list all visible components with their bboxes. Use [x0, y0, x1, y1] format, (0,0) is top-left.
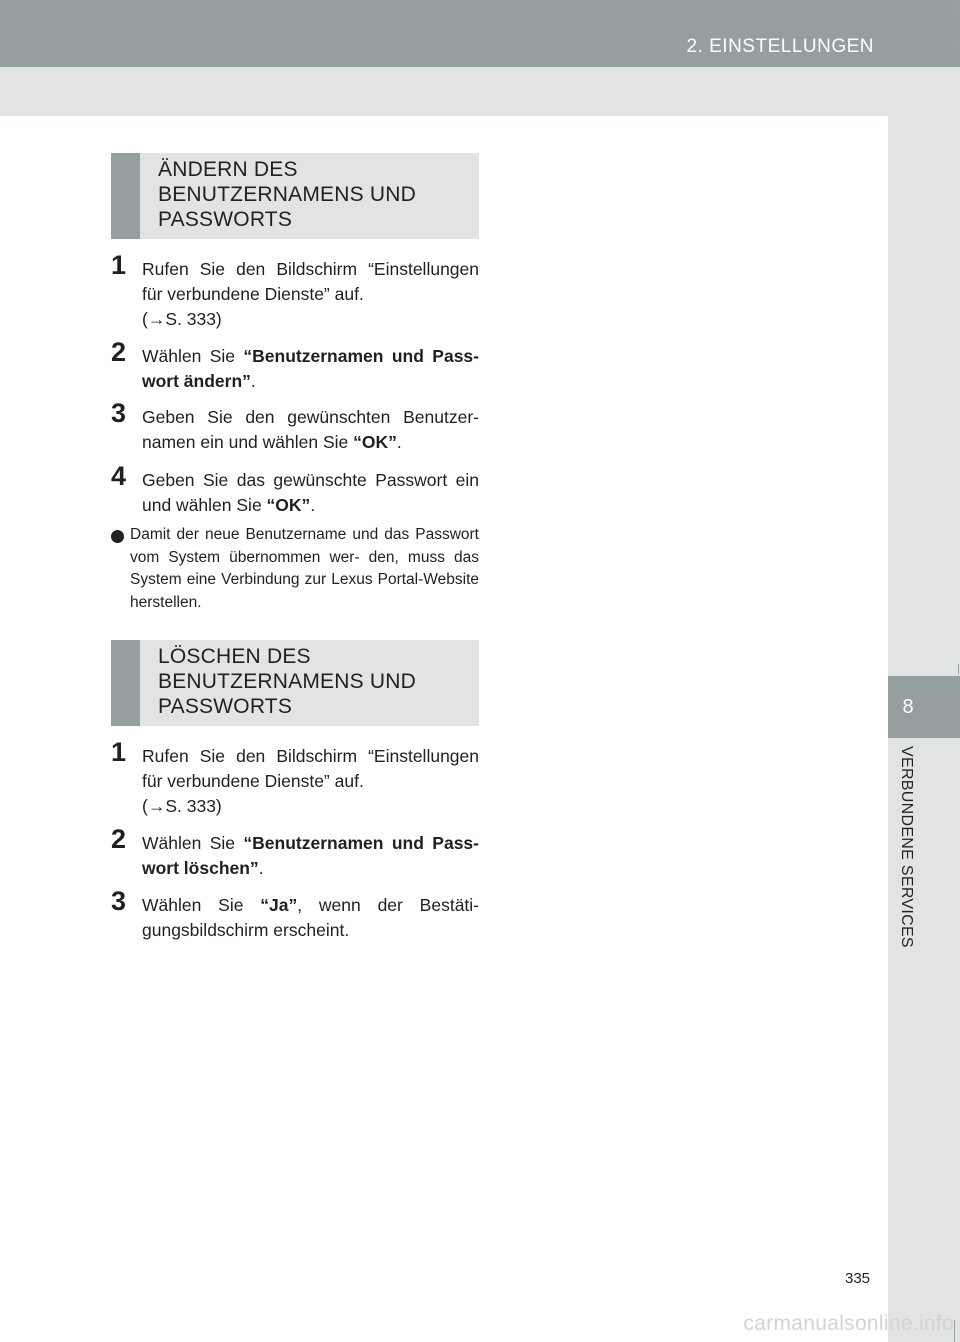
section-heading-loeschen — [111, 640, 479, 726]
section-heading-stripe — [111, 153, 140, 239]
step-text-end: . — [310, 495, 316, 515]
step-option-label: “OK” — [266, 495, 311, 515]
page-reference-link[interactable]: (→S. 333) — [142, 309, 222, 329]
step-3 — [111, 886, 479, 943]
step-number: 2 — [111, 824, 127, 854]
step-text: Wählen Sie — [142, 895, 261, 915]
crop-mark-top — [954, 0, 955, 22]
header-band — [0, 67, 960, 116]
page-reference-link[interactable]: (→S. 333) — [142, 796, 222, 816]
step-text-end: . — [250, 371, 256, 391]
side-tab-label: VERBUNDENE SERVICES — [898, 746, 915, 948]
step-text: Rufen Sie den Bildschirm “Einstellungen für verbundene Dienste” auf. — [142, 746, 479, 791]
step-option-label: “OK” — [353, 432, 397, 452]
step-text: Geben Sie das gewünschte Passwort ein und wählen Sie — [142, 470, 479, 515]
crop-mark-top-right — [948, 40, 960, 41]
side-tab-number: 8 — [902, 695, 914, 718]
page-number: 335 — [845, 1270, 871, 1287]
crop-mark-bottom — [954, 1320, 955, 1342]
step-2 — [111, 824, 479, 881]
watermark: carmanualsonline.info — [743, 1312, 954, 1335]
step-number: 3 — [111, 886, 127, 916]
note-bullet-item — [111, 524, 479, 614]
section-heading-text: ÄNDERN DES BENUTZERNAMENS UND PASSWORTS — [158, 158, 416, 231]
step-text: Wählen Sie — [142, 346, 244, 366]
step-1 — [111, 250, 479, 332]
step-text: Geben Sie den gewünschten Benutzer- namen ein und wählen Sie — [142, 407, 479, 452]
step-number: 4 — [111, 461, 127, 491]
step-2 — [111, 337, 479, 394]
note-text: Damit der neue Benutzername und das Passwort vom System übernommen wer- den, muss das System eine Verbindung zur Lexus Portal-Website herstellen. — [130, 526, 479, 611]
section-heading-stripe — [111, 640, 140, 726]
step-3 — [111, 398, 479, 455]
step-option-label: “Benutzernamen und Pass- wort löschen” — [142, 833, 479, 878]
section-heading-text: LÖSCHEN DES BENUTZERNAMENS UND PASSWORTS — [158, 645, 416, 718]
section-heading-aendern — [111, 153, 479, 239]
step-option-label: “Benutzernamen und Pass- wort ändern” — [142, 346, 479, 391]
step-text-end: . — [258, 858, 264, 878]
step-text-end: , wenn der Bestäti- gungsbildschirm erscheint. — [142, 895, 479, 940]
step-text: Wählen Sie — [142, 833, 244, 853]
step-number: 3 — [111, 398, 127, 428]
step-4 — [111, 461, 479, 518]
step-1 — [111, 737, 479, 819]
bullet-icon — [111, 530, 124, 543]
step-number: 1 — [111, 737, 127, 767]
step-text: Rufen Sie den Bildschirm “Einstellungen für verbundene Dienste” auf. — [142, 259, 479, 304]
step-text-end: . — [396, 432, 402, 452]
step-number: 2 — [111, 337, 127, 367]
step-option-label: “Ja” — [260, 895, 298, 915]
step-number: 1 — [111, 250, 127, 280]
crop-mark-mid — [958, 664, 959, 674]
chapter-title: 2. EINSTELLUNGEN — [686, 36, 874, 57]
